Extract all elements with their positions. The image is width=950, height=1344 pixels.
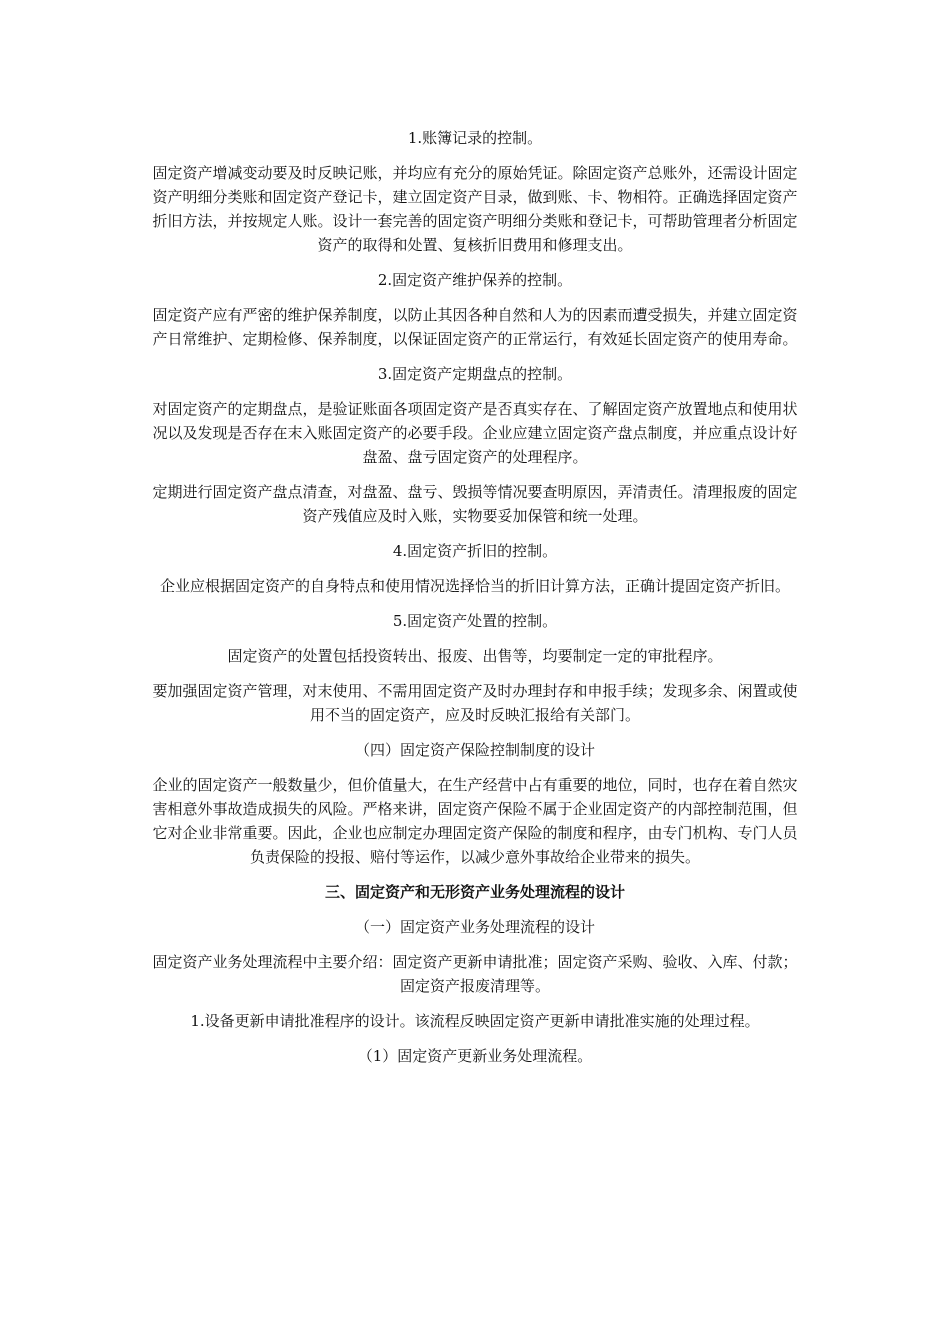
document-body (146, 126, 804, 1079)
section-heading-disposal-control: 5.固定资产处置的控制。 (392, 612, 558, 630)
paragraph-disposal-management: 要加强固定资产管理，对末使用、不需用固定资产及时办理封存和申报手续；发现多余、闲置或使用不当的固定资产，应及时反映汇报给有关部门。 (152, 682, 798, 724)
paragraph-ledger-control: 固定资产增减变动要及时反映记账，并均应有充分的原始凭证。除固定资产总账外，还需设计固定资产明细分类账和固定资产登记卡，建立固定资产目录，做到账、卡、物相符。正确选择固定资产折旧方法，并按规定人账。设计一套完善的固定资产明细分类账和登记卡，可帮助管理者分析固定资产的取得和处置、复核折旧费用和修理支出。 (152, 164, 798, 254)
subsection-heading-fixed-asset-process: （一）固定资产业务处理流程的设计 (354, 918, 595, 936)
section-heading-ledger-control: 1.账簿记录的控制。 (407, 129, 543, 147)
paragraph-equipment-renewal: 1.设备更新申请批准程序的设计。该流程反映固定资产更新申请批准实施的处理过程。 (190, 1012, 760, 1030)
paragraph-insurance: 企业的固定资产一般数量少，但价值量大，在生产经营中占有重要的地位，同时，也存在着自然灾害相意外事故造成损失的风险。严格来讲，固定资产保险不属于企业固定资产的内部控制范围，但它对企业非常重要。因此，企业也应制定办理固定资产保险的制度和程序，由专门机构、专门人员负责保险的投报、赔付等运作，以减少意外事故给企业带来的损失。 (152, 776, 798, 866)
paragraph-renewal-flow: （1）固定资产更新业务处理流程。 (357, 1047, 593, 1065)
chapter-heading-process-design: 三、固定资产和无形资产业务处理流程的设计 (324, 883, 625, 901)
section-heading-maintenance-control: 2.固定资产维护保养的控制。 (377, 271, 573, 289)
paragraph-process-intro: 固定资产业务处理流程中主要介绍：固定资产更新申请批准；固定资产采购、验收、入库、付款；固定资产报废清理等。 (152, 953, 798, 995)
paragraph-maintenance-control: 固定资产应有严密的维护保养制度，以防止其因各种自然和人为的因素而遭受损失，并建立固定资产日常维护、定期检修、保养制度，以保证固定资产的正常运行，有效延长固定资产的使用寿命。 (152, 306, 798, 348)
paragraph-inventory-count-control: 对固定资产的定期盘点，是验证账面各项固定资产是否真实存在、了解固定资产放置地点和使用状况以及发现是否存在末入账固定资产的必要手段。企业应建立固定资产盘点制度，并应重点设计好盘盈、盘亏固定资产的处理程序。 (152, 400, 798, 466)
paragraph-inventory-count-check: 定期进行固定资产盘点清查，对盘盈、盘亏、毁损等情况要查明原因，弄清责任。清理报废的固定资产残值应及时入账，实物要妥加保管和统一处理。 (152, 483, 798, 525)
section-heading-inventory-count-control: 3.固定资产定期盘点的控制。 (377, 365, 573, 383)
paragraph-depreciation-control: 企业应根据固定资产的自身特点和使用情况选择恰当的折旧计算方法，正确计提固定资产折旧。 (159, 577, 790, 595)
section-heading-depreciation-control: 4.固定资产折旧的控制。 (392, 542, 558, 560)
subsection-heading-insurance: （四）固定资产保险控制制度的设计 (354, 741, 595, 759)
paragraph-disposal-control: 固定资产的处置包括投资转出、报废、出售等，均要制定一定的审批程序。 (227, 647, 723, 665)
